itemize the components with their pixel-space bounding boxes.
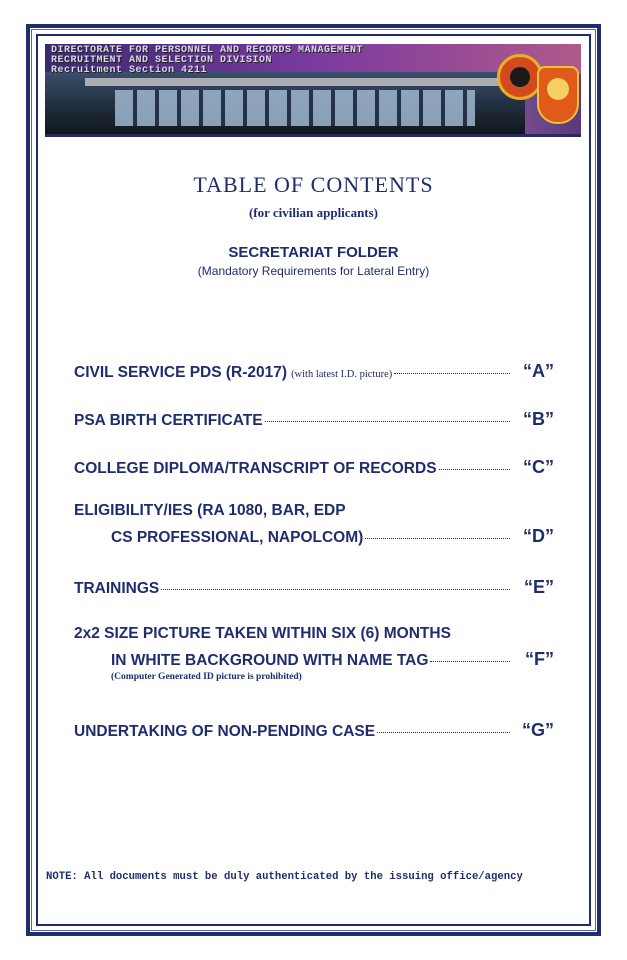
banner-text [51,46,363,76]
toc-item-c [74,457,554,478]
page-title: TABLE OF CONTENTS [193,172,434,197]
dot-leader [377,731,510,733]
banner-roof [85,78,505,86]
toc-item-text: ELIGIBILITY/IES (RA 1080, BAR, EDP [74,502,346,519]
toc-item-text: 2x2 SIZE PICTURE TAKEN WITHIN SIX (6) MONTHS [74,625,451,642]
toc-item-e [74,577,554,598]
header-banner-image [45,44,581,137]
banner-line-3: Recruitment Section 4211 [51,65,208,76]
dot-leader [430,660,510,662]
dot-leader [265,420,510,422]
toc-item-letter: “B” [523,409,554,429]
toc-item-text: PSA BIRTH CERTIFICATE [74,412,263,429]
dot-leader [161,588,510,590]
banner-windows [115,90,475,126]
toc-item-a [74,361,554,382]
toc-item-text-2: IN WHITE BACKGROUND WITH NAME TAG [111,652,429,669]
toc-item-letter: “D” [523,526,554,546]
toc-item-letter: “C” [523,457,554,477]
page-subtitle: (for civilian applicants) [248,205,379,220]
toc-item-note: (with latest I.D. picture) [291,369,393,380]
toc-item-note: (Computer Generated ID picture is prohibited) [111,672,302,682]
toc-item-f [74,625,554,682]
folder-title: SECRETARIAT FOLDER [228,244,399,261]
footer-note: NOTE: All documents must be duly authenticated by the issuing office/agency [46,871,523,883]
toc-item-letter: “G” [521,720,554,740]
toc-item-text: CIVIL SERVICE PDS (R-2017) [74,364,288,381]
dot-leader [365,537,510,539]
toc-item-letter: “A” [523,361,554,381]
toc-item-text: TRAININGS [74,580,160,597]
dprm-shield-logo [537,66,579,124]
dot-leader [394,372,510,374]
toc-item-text: UNDERTAKING OF NON-PENDING CASE [74,723,376,740]
folder-subtitle: (Mandatory Requirements for Lateral Entry) [197,264,430,278]
toc-item-g [74,720,554,741]
toc-item-text-2: CS PROFESSIONAL, NAPOLCOM) [111,529,364,546]
toc-item-text: COLLEGE DIPLOMA/TRANSCRIPT OF RECORDS [74,460,437,477]
toc-item-letter: “F” [525,649,554,669]
banner-line-2: RECRUITMENT AND SELECTION DIVISION [51,55,273,66]
toc-item-b [74,409,554,430]
banner-line-1: DIRECTORATE FOR PERSONNEL AND RECORDS MANAGEMENT [51,45,364,56]
dot-leader [439,468,510,470]
page-border-inner [36,34,591,926]
toc-item-letter: “E” [523,577,554,597]
toc-item-d [74,502,554,547]
